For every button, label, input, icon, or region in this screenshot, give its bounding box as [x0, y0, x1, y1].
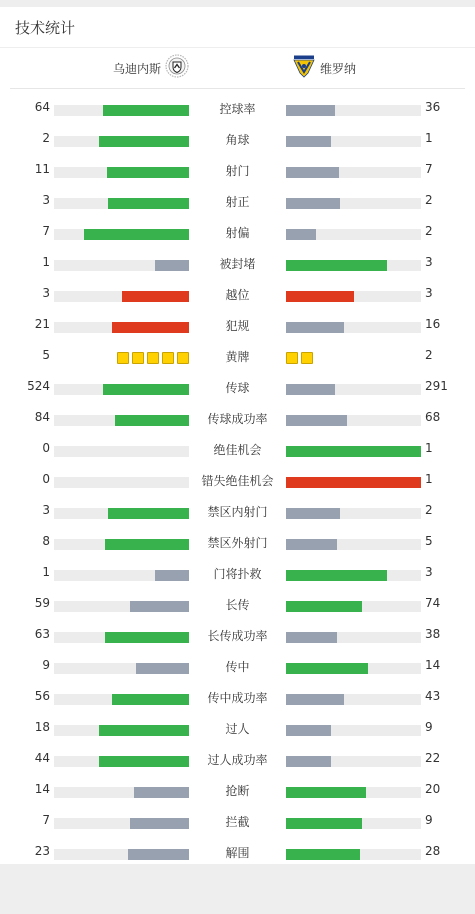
home-bar-fill: [108, 508, 189, 519]
home-bar-track: [54, 756, 189, 767]
home-value: 21: [34, 317, 50, 331]
home-bar-track: [54, 229, 189, 240]
home-bar-track: [54, 136, 189, 147]
away-bar-track: [286, 167, 421, 178]
away-value: 3: [425, 286, 433, 300]
title-divider: [0, 47, 475, 48]
stat-row: [0, 185, 475, 216]
home-team-name: 乌迪内斯: [112, 61, 161, 76]
home-bar-track: [54, 849, 189, 860]
away-value: 7: [425, 162, 433, 176]
home-bar-track: [54, 539, 189, 550]
home-bar-track: [54, 818, 189, 829]
home-value: 1: [42, 565, 50, 579]
away-bar-track: [286, 570, 421, 581]
away-value: 2: [425, 193, 433, 207]
home-value: 3: [42, 503, 50, 517]
stat-row: [0, 123, 475, 154]
away-value: 74: [425, 596, 441, 610]
away-bar-fill: [286, 632, 337, 643]
away-value: 16: [425, 317, 441, 331]
away-value: 2: [425, 348, 433, 362]
stat-label: 传中成功率: [207, 691, 268, 705]
away-bar-fill: [286, 477, 421, 488]
away-bar-track: [286, 229, 421, 240]
home-bar-fill: [105, 539, 189, 550]
stat-row: [0, 309, 475, 340]
home-value: 59: [34, 596, 50, 610]
stat-row: [0, 743, 475, 774]
away-bar-fill: [286, 167, 339, 178]
away-bar-track: [286, 260, 421, 271]
yellow-card-icon: [162, 352, 174, 364]
away-bar-fill: [286, 663, 368, 674]
stat-row: [0, 92, 475, 123]
home-bar-track: [54, 663, 189, 674]
away-value: 28: [425, 844, 441, 858]
stat-label: 禁区内射门: [207, 505, 268, 519]
home-value: 0: [42, 441, 50, 455]
away-bar-fill: [286, 136, 331, 147]
home-bar-fill: [112, 694, 189, 705]
stat-label: 黄牌: [225, 350, 250, 364]
home-bar-track: [54, 105, 189, 116]
stat-row: [0, 836, 475, 867]
home-value: 23: [34, 844, 50, 858]
away-bar-fill: [286, 229, 316, 240]
stat-row: [0, 402, 475, 433]
away-bar-fill: [286, 725, 331, 736]
away-bar-fill: [286, 105, 335, 116]
home-bar-track: [54, 508, 189, 519]
home-bar-track: [54, 694, 189, 705]
home-bar-track: [54, 446, 189, 457]
home-bar-fill: [99, 136, 189, 147]
home-bar-fill: [136, 663, 189, 674]
home-value: 3: [42, 193, 50, 207]
away-bar-track: [286, 787, 421, 798]
home-bar-track: [54, 632, 189, 643]
yellow-card-icon: [117, 352, 129, 364]
away-value: 2: [425, 503, 433, 517]
stat-label: 越位: [225, 288, 250, 302]
stat-row: [0, 216, 475, 247]
stat-label: 长传: [225, 598, 250, 612]
away-bar-track: [286, 756, 421, 767]
away-value: 20: [425, 782, 441, 796]
away-bar-track: [286, 384, 421, 395]
home-value: 3: [42, 286, 50, 300]
away-value: 68: [425, 410, 441, 424]
stat-row: [0, 774, 475, 805]
home-value: 1: [42, 255, 50, 269]
stat-row: [0, 154, 475, 185]
home-bar-fill: [105, 632, 189, 643]
stat-label: 过人: [225, 722, 250, 736]
stat-row: [0, 247, 475, 278]
home-bar-fill: [155, 570, 189, 581]
yellow-card-icon: [286, 352, 298, 364]
away-yellow-cards: [286, 352, 313, 364]
home-bar-fill: [122, 291, 190, 302]
away-bar-fill: [286, 415, 347, 426]
teams-divider: [10, 88, 465, 89]
stat-label: 过人成功率: [207, 753, 268, 767]
home-bar-fill: [108, 198, 189, 209]
home-bar-fill: [155, 260, 189, 271]
home-bar-fill: [107, 167, 189, 178]
stat-row: [0, 495, 475, 526]
away-bar-track: [286, 105, 421, 116]
home-value: 64: [34, 100, 50, 114]
away-bar-fill: [286, 694, 344, 705]
away-bar-track: [286, 694, 421, 705]
away-bar-track: [286, 198, 421, 209]
home-bar-fill: [134, 787, 189, 798]
yellow-card-icon: [132, 352, 144, 364]
stat-label: 解围: [225, 846, 250, 860]
stat-label: 拦截: [225, 815, 250, 829]
home-value: 11: [34, 162, 50, 176]
home-bar-fill: [103, 384, 189, 395]
home-team-header[interactable]: [113, 56, 189, 80]
home-bar-fill: [128, 849, 189, 860]
yellow-card-icon: [177, 352, 189, 364]
home-value: 84: [34, 410, 50, 424]
home-value: 63: [34, 627, 50, 641]
home-bar-fill: [99, 725, 189, 736]
away-bar-track: [286, 477, 421, 488]
away-bar-track: [286, 849, 421, 860]
away-value: 38: [425, 627, 441, 641]
stat-label: 被封堵: [219, 257, 256, 271]
away-bar-fill: [286, 601, 362, 612]
away-value: 1: [425, 441, 433, 455]
home-value: 56: [34, 689, 50, 703]
stat-row: [0, 650, 475, 681]
away-bar-track: [286, 322, 421, 333]
home-bar-fill: [112, 322, 189, 333]
away-bar-track: [286, 632, 421, 643]
away-bar-fill: [286, 291, 354, 302]
away-bar-track: [286, 663, 421, 674]
home-value: 7: [42, 813, 50, 827]
away-value: 5: [425, 534, 433, 548]
away-team-header[interactable]: [292, 56, 356, 80]
stat-label: 错失绝佳机会: [201, 474, 274, 488]
home-value: 5: [42, 348, 50, 362]
home-bar-track: [54, 291, 189, 302]
away-team-name: 维罗纳: [320, 61, 357, 76]
stat-row: [0, 588, 475, 619]
away-bar-track: [286, 818, 421, 829]
away-value: 1: [425, 131, 433, 145]
away-bar-fill: [286, 539, 337, 550]
home-bar-fill: [84, 229, 189, 240]
home-bar-track: [54, 198, 189, 209]
home-bar-track: [54, 260, 189, 271]
stat-label: 犯规: [225, 319, 250, 333]
stat-label: 传球: [225, 381, 250, 395]
away-bar-fill: [286, 818, 362, 829]
away-bar-track: [286, 539, 421, 550]
home-bar-track: [54, 322, 189, 333]
stat-row: [0, 557, 475, 588]
away-value: 36: [425, 100, 441, 114]
home-bar-track: [54, 384, 189, 395]
home-bar-track: [54, 787, 189, 798]
home-value: 18: [34, 720, 50, 734]
stat-row: [0, 371, 475, 402]
stat-label: 射偏: [225, 226, 250, 240]
stat-label: 角球: [225, 133, 250, 147]
stat-label: 控球率: [219, 102, 256, 116]
away-value: 22: [425, 751, 441, 765]
away-value: 9: [425, 813, 433, 827]
away-value: 1: [425, 472, 433, 486]
away-bar-track: [286, 415, 421, 426]
home-bar-track: [54, 167, 189, 178]
home-bar-track: [54, 601, 189, 612]
away-value: 43: [425, 689, 441, 703]
stat-row: [0, 619, 475, 650]
home-bar-track: [54, 725, 189, 736]
away-bar-fill: [286, 570, 387, 581]
away-bar-track: [286, 291, 421, 302]
yellow-card-icon: [147, 352, 159, 364]
away-bar-track: [286, 446, 421, 457]
away-bar-fill: [286, 384, 335, 395]
home-value: 7: [42, 224, 50, 238]
home-bar-track: [54, 415, 189, 426]
home-bar-fill: [103, 105, 189, 116]
stats-card: [0, 7, 475, 864]
yellow-card-icon: [301, 352, 313, 364]
away-value: 291: [425, 379, 448, 393]
away-bar-fill: [286, 756, 331, 767]
away-bar-track: [286, 725, 421, 736]
away-value: 2: [425, 224, 433, 238]
stats-list: [0, 92, 475, 867]
stat-label: 绝佳机会: [213, 443, 262, 457]
away-bar-fill: [286, 849, 360, 860]
stat-row: [0, 278, 475, 309]
stat-row: [0, 340, 475, 371]
away-bar-track: [286, 601, 421, 612]
home-bar-fill: [99, 756, 189, 767]
home-bar-fill: [130, 601, 189, 612]
stat-row: [0, 681, 475, 712]
home-bar-track: [54, 570, 189, 581]
verona-crest-icon: [292, 54, 316, 82]
stat-label: 禁区外射门: [207, 536, 268, 550]
away-bar-fill: [286, 260, 387, 271]
stat-row: [0, 526, 475, 557]
udinese-crest-icon: [165, 54, 189, 82]
stat-row: [0, 805, 475, 836]
away-bar-fill: [286, 446, 421, 457]
home-yellow-cards: [117, 352, 189, 364]
stat-row: [0, 433, 475, 464]
stat-row: [0, 464, 475, 495]
away-bar-track: [286, 508, 421, 519]
stat-label: 抢断: [225, 784, 250, 798]
stat-label: 射门: [225, 164, 250, 178]
stat-label: 传中: [225, 660, 250, 674]
home-bar-fill: [115, 415, 189, 426]
home-value: 9: [42, 658, 50, 672]
away-value: 9: [425, 720, 433, 734]
stat-label: 门将扑救: [213, 567, 262, 581]
away-value: 14: [425, 658, 441, 672]
home-value: 2: [42, 131, 50, 145]
stat-label: 传球成功率: [207, 412, 268, 426]
home-value: 44: [34, 751, 50, 765]
away-value: 3: [425, 255, 433, 269]
home-bar-fill: [130, 818, 189, 829]
home-value: 524: [27, 379, 50, 393]
stat-row: [0, 712, 475, 743]
away-value: 3: [425, 565, 433, 579]
home-value: 8: [42, 534, 50, 548]
away-bar-track: [286, 136, 421, 147]
stat-label: 射正: [225, 195, 250, 209]
home-value: 14: [34, 782, 50, 796]
home-value: 0: [42, 472, 50, 486]
away-bar-fill: [286, 787, 366, 798]
away-bar-fill: [286, 322, 344, 333]
stat-label: 长传成功率: [207, 629, 268, 643]
away-bar-fill: [286, 198, 340, 209]
away-bar-fill: [286, 508, 340, 519]
home-bar-track: [54, 477, 189, 488]
page-title: 技术统计: [15, 19, 76, 37]
